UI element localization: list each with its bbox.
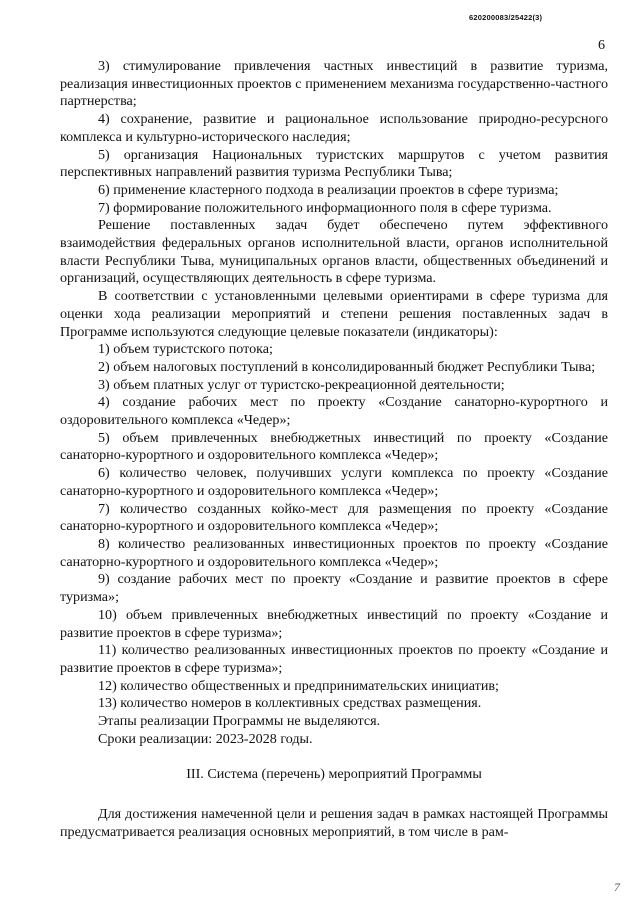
paragraph: 7) формирование положительного информационного поля в сфере туризма. <box>98 199 552 216</box>
paragraph: 5) организация Национальных туристских маршрутов с учетом развития перспективных направлений развития туризма Республики Тыва; <box>60 146 608 181</box>
handwritten-page-mark: 7 <box>614 880 620 894</box>
list-item: 7) количество созданных койко-мест для размещения по проекту «Создание санаторно-курортного и оздоровительного комплекса «Чедер»; <box>60 500 608 535</box>
paragraph: 3) стимулирование привлечения частных инвестиций в развитие туризма, реализация инвестиционных проектов с применением механизма государственно-частного партнерства; <box>60 58 608 110</box>
list-item: 2) объем налоговых поступлений в консолидированный бюджет Республики Тыва; <box>98 358 596 375</box>
section-title: III. Система (перечень) мероприятий Программы <box>186 766 482 783</box>
list-item: 12) количество общественных и предпринимательских инициатив; <box>98 677 499 694</box>
document-body <box>60 58 608 842</box>
list-item: 10) объем привлеченных внебюджетных инвестиций по проекту «Создание и развитие проектов в сфере туризма»; <box>60 606 608 641</box>
paragraph: Этапы реализации Программы не выделяются. <box>98 713 381 730</box>
list-item: 13) количество номеров в коллективных средствах размещения. <box>98 695 482 712</box>
paragraph: 4) сохранение, развитие и рациональное использование природно-ресурсного комплекса и культурно-исторического наследия; <box>60 111 608 145</box>
list-item: 8) количество реализованных инвестиционных проектов по проекту «Создание санаторно-курортного и оздоровительного комплекса «Чедер»; <box>60 535 608 570</box>
list-item: 6) количество человек, получивших услуги комплекса по проекту «Создание санаторно-курортного и оздоровительного комплекса «Чедер»; <box>60 465 608 499</box>
paragraph: Для достижения намеченной цели и решения задач в рамках настоящей Программы предусматривается реализация основных мероприятий, в том числе в рам- <box>60 806 608 840</box>
list-item: 3) объем платных услуг от туристско-рекреационной деятельности; <box>98 376 505 393</box>
document-code: 620200083/25422(3) <box>469 13 543 22</box>
list-item: 5) объем привлеченных внебюджетных инвестиций по проекту «Создание санаторно-курортного и оздоровительного комплекса «Чедер»; <box>60 429 608 464</box>
list-item: 1) объем туристского потока; <box>98 341 273 358</box>
paragraph: Сроки реализации: 2023-2028 годы. <box>98 730 313 747</box>
paragraph: Решение поставленных задач будет обеспечено путем эффективного взаимодействия федеральных органов исполнительной власти, органов исполнительной власти Республики Тыва, муниципальных органов власти, общественных объединений и организаций, осуществляющих деятельность в сфере туризма. <box>60 217 608 287</box>
page-number: 6 <box>598 38 605 53</box>
list-item: 4) создание рабочих мест по проекту «Создание санаторно-курортного и оздоровительного комплекса «Чедер»; <box>60 394 608 429</box>
list-item: 11) количество реализованных инвестиционных проектов по проекту «Создание и развитие проектов в сфере туризма»; <box>60 642 608 676</box>
list-item: 9) создание рабочих мест по проекту «Создание и развитие проектов в сфере туризма»; <box>60 571 608 606</box>
paragraph: В соответствии с установленными целевыми ориентирами в сфере туризма для оценки хода реализации мероприятий и степени решения поставленных задач в Программе используются следующие целевые показатели (индикаторы): <box>60 288 608 340</box>
paragraph: 6) применение кластерного подхода в реализации проектов в сфере туризма; <box>98 181 559 198</box>
